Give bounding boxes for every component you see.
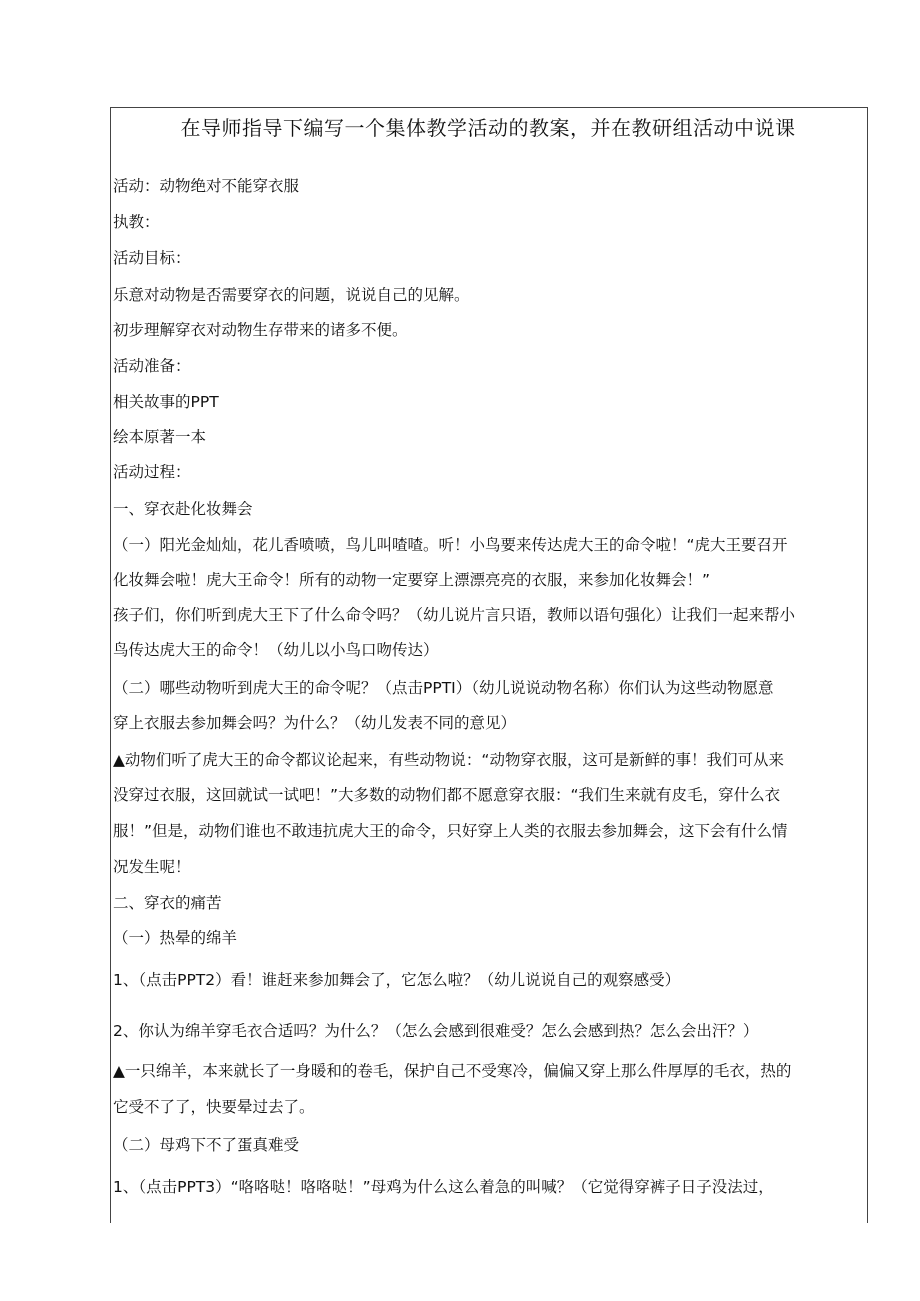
paragraph-line: 孩子们，你们听到虎大王下了什么命令吗？（幼儿说片言只语，教师以语句强化）让我们一起来帮小	[113, 606, 796, 624]
paragraph-line: 它受不了了，快要晕过去了。	[113, 1098, 315, 1116]
paragraph-line: 化妆舞会啦！虎大王命令！所有的动物一定要穿上漂漂亮亮的衣服，来参加化妆舞会！”	[113, 571, 711, 589]
paragraph-line: 乐意对动物是否需要穿衣的问题，说说自己的见解。	[113, 286, 470, 304]
paragraph-line: 穿上衣服去参加舞会吗？为什么？（幼儿发表不同的意见）	[113, 714, 517, 732]
paragraph-line: 鸟传达虎大王的命令！（幼儿以小鸟口吻传达）	[113, 641, 439, 659]
paragraph-line: 相关故事的PPT	[113, 393, 219, 411]
paragraph-line: 活动过程：	[113, 463, 191, 481]
paragraph-line: ▲动物们听了虎大王的命令都议论起来，有些动物说：“动物穿衣服，这可是新鲜的事！我们可从来	[113, 751, 784, 769]
paragraph-line: 初步理解穿衣对动物生存带来的诸多不便。	[113, 321, 408, 339]
paragraph-line: 活动目标：	[113, 249, 191, 267]
paragraph-line: （二）哪些动物听到虎大王的命令呢？（点击PPTI）（幼儿说说动物名称）你们认为这些动物愿意	[113, 679, 774, 697]
paragraph-line: ▲一只绵羊，本来就长了一身暖和的卷毛，保护自己不受寒冷，偏偏又穿上那么件厚厚的毛衣，热的	[113, 1062, 792, 1080]
paragraph-line: 服！”但是，动物们谁也不敢违抗虎大王的命令，只好穿上人类的衣服去参加舞会，这下会有什么情	[113, 822, 788, 840]
paragraph-line: 一、穿衣赴化妆舞会	[113, 500, 253, 518]
paragraph-line: 2、你认为绵羊穿毛衣合适吗？为什么？（怎么会感到很难受？怎么会感到热？怎么会出汗？）	[113, 1022, 759, 1040]
paragraph-line: 1、（点击PPT3）“咯咯哒！咯咯哒！”母鸡为什么这么着急的叫喊？（它觉得穿裤子日子没法过，	[113, 1178, 774, 1196]
paragraph-line: （一）阳光金灿灿，花儿香喷喷，鸟儿叫喳喳。听！小鸟要来传达虎大王的命令啦！“虎大王要召开	[113, 536, 788, 554]
paragraph-line: 活动准备：	[113, 357, 191, 375]
paragraph-line: 活动：动物绝对不能穿衣服	[113, 177, 300, 195]
document-title: 在导师指导下编写一个集体教学活动的教案，并在教研组活动中说课	[180, 116, 796, 140]
paragraph-line: 绘本原著一本	[113, 428, 207, 446]
paragraph-line: 1、（点击PPT2）看！谁赶来参加舞会了，它怎么啦？（幼儿说说自己的观察感受）	[113, 971, 681, 989]
paragraph-line: （一）热晕的绵羊	[113, 929, 238, 947]
paragraph-line: 二、穿衣的痛苦	[113, 894, 222, 912]
paragraph-line: 况发生呢！	[113, 858, 191, 876]
paragraph-line: （二）母鸡下不了蛋真难受	[113, 1136, 300, 1154]
document-table-frame	[110, 107, 868, 1223]
paragraph-line: 执教：	[113, 213, 160, 231]
paragraph-line: 没穿过衣服，这回就试一试吧！”大多数的动物们都不愿意穿衣服：“我们生来就有皮毛，穿什么衣	[113, 786, 781, 804]
